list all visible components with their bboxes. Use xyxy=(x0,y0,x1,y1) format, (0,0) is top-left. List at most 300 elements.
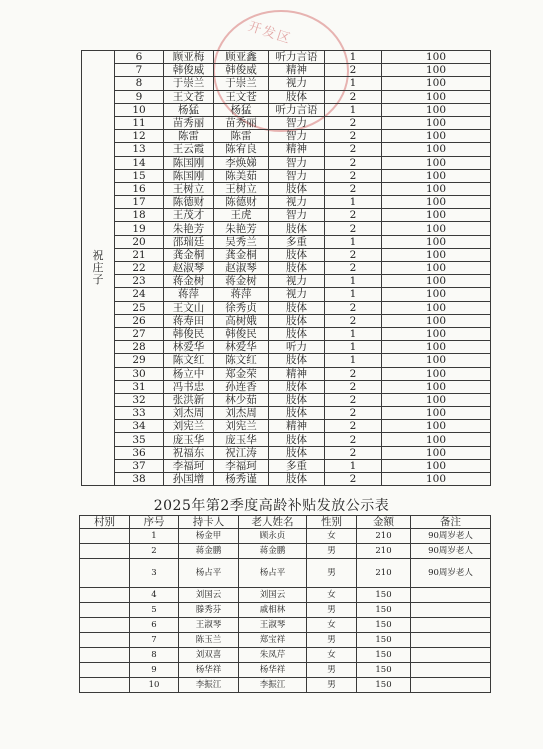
table-cell: 100 xyxy=(382,341,491,354)
table-cell: 2 xyxy=(325,143,382,156)
table-cell: 刘国云 xyxy=(239,588,307,603)
table-cell: 100 xyxy=(382,51,491,64)
table-row xyxy=(80,633,491,648)
table-cell: 100 xyxy=(382,209,491,222)
elderly-subsidy-table xyxy=(79,515,491,693)
table-cell: 2 xyxy=(325,380,382,393)
column-header: 备注 xyxy=(411,516,491,529)
table-cell: 32 xyxy=(115,393,164,406)
table-cell: 2 xyxy=(325,367,382,380)
table-cell: 150 xyxy=(357,618,411,633)
table-cell: 男 xyxy=(307,544,357,559)
table-cell xyxy=(80,663,130,678)
column-header: 序号 xyxy=(130,516,179,529)
table-cell: 邵瑞廷 xyxy=(164,235,214,248)
table-cell: 赵淑琴 xyxy=(164,262,214,275)
table-cell: 10 xyxy=(115,103,164,116)
table-row xyxy=(82,327,491,340)
table-cell: 刘宪兰 xyxy=(164,420,214,433)
table-row xyxy=(82,130,491,143)
table-cell: 1 xyxy=(325,459,382,472)
table-cell: 150 xyxy=(357,678,411,693)
table-cell: 100 xyxy=(382,275,491,288)
table-row xyxy=(82,473,491,486)
table-cell: 2 xyxy=(325,64,382,77)
table-row xyxy=(82,209,491,222)
table-row xyxy=(82,380,491,393)
table-cell: 100 xyxy=(382,459,491,472)
elderly-subsidy-title: 2025年第2季度高龄补贴发放公示表 xyxy=(153,498,390,514)
table-cell: 2 xyxy=(325,209,382,222)
table-cell: 210 xyxy=(357,529,411,544)
table-cell: 17 xyxy=(115,196,164,209)
table-cell: 100 xyxy=(382,196,491,209)
table-cell: 1 xyxy=(325,103,382,116)
table-cell: 女 xyxy=(307,529,357,544)
table-cell: 2 xyxy=(325,248,382,261)
table-cell: 李振江 xyxy=(179,678,239,693)
table-cell: 30 xyxy=(115,367,164,380)
table-cell: 2 xyxy=(325,393,382,406)
table-cell: 李振江 xyxy=(239,678,307,693)
table-cell: 肢体 xyxy=(269,262,325,275)
table-cell: 杨占平 xyxy=(239,559,307,588)
table-cell: 杨金甲 xyxy=(179,529,239,544)
table-cell: 100 xyxy=(382,222,491,235)
table-cell: 2 xyxy=(325,301,382,314)
table-cell: 徐秀贞 xyxy=(214,301,269,314)
table-row xyxy=(82,169,491,182)
table-cell: 蒋金鹏 xyxy=(239,544,307,559)
table-cell xyxy=(80,618,130,633)
table-cell: 33 xyxy=(115,407,164,420)
table-cell: 90周岁老人 xyxy=(411,544,491,559)
table-cell: 林爱华 xyxy=(214,341,269,354)
table-cell: 21 xyxy=(115,248,164,261)
table-cell: 女 xyxy=(307,588,357,603)
table-cell: 2 xyxy=(325,182,382,195)
table-cell: 肢体 xyxy=(269,301,325,314)
table-row xyxy=(82,103,491,116)
table-cell: 多重 xyxy=(269,459,325,472)
table-cell: 韩俊民 xyxy=(214,327,269,340)
table-cell: 杨秀谨 xyxy=(214,473,269,486)
table-cell: 37 xyxy=(115,459,164,472)
table-row xyxy=(82,143,491,156)
table-row xyxy=(80,603,491,618)
table-cell: 100 xyxy=(382,77,491,90)
column-header: 性别 xyxy=(307,516,357,529)
table-cell: 11 xyxy=(115,116,164,129)
table-cell: 38 xyxy=(115,473,164,486)
table-cell: 龚金桐 xyxy=(214,248,269,261)
table-cell: 9 xyxy=(115,90,164,103)
table-cell: 100 xyxy=(382,90,491,103)
table-cell: 苗秀丽 xyxy=(214,116,269,129)
table-cell: 20 xyxy=(115,235,164,248)
table-cell: 2 xyxy=(325,314,382,327)
table-cell: 15 xyxy=(115,169,164,182)
table-cell: 朱艳芳 xyxy=(214,222,269,235)
table-cell: 6 xyxy=(115,51,164,64)
table-cell: 1 xyxy=(325,235,382,248)
table-cell: 男 xyxy=(307,663,357,678)
table-cell: 肢体 xyxy=(269,354,325,367)
table-row xyxy=(82,64,491,77)
table-cell: 郑金荣 xyxy=(214,367,269,380)
table-cell: 男 xyxy=(307,559,357,588)
table-row xyxy=(80,588,491,603)
table-cell: 听力 xyxy=(269,341,325,354)
table-cell: 16 xyxy=(115,182,164,195)
table-cell: 林少茹 xyxy=(214,393,269,406)
table-cell: 7 xyxy=(115,64,164,77)
table-cell: 蒋寿田 xyxy=(164,314,214,327)
table-cell: 杨华祥 xyxy=(179,663,239,678)
table-cell: 2 xyxy=(325,130,382,143)
table-cell: 刘宪兰 xyxy=(214,420,269,433)
table-cell: 肢体 xyxy=(269,90,325,103)
table-cell: 29 xyxy=(115,354,164,367)
table-row xyxy=(82,235,491,248)
table-cell: 3 xyxy=(130,559,179,588)
table-cell: 34 xyxy=(115,420,164,433)
table-cell: 杨华祥 xyxy=(239,663,307,678)
table-cell: 2 xyxy=(325,222,382,235)
table-cell xyxy=(411,603,491,618)
table-cell: 王文苍 xyxy=(164,90,214,103)
table-cell: 100 xyxy=(382,130,491,143)
table-cell: 于崇兰 xyxy=(164,77,214,90)
table-cell: 肢体 xyxy=(269,473,325,486)
table-cell: 郑宝祥 xyxy=(239,633,307,648)
table-cell: 智力 xyxy=(269,130,325,143)
table-row xyxy=(82,433,491,446)
table-cell: 150 xyxy=(357,588,411,603)
table-row xyxy=(82,156,491,169)
table-cell: 精神 xyxy=(269,143,325,156)
table-row xyxy=(80,678,491,693)
table-cell: 杨立中 xyxy=(164,367,214,380)
table-cell xyxy=(411,618,491,633)
table-cell: 男 xyxy=(307,603,357,618)
column-header: 村别 xyxy=(80,516,130,529)
table-cell xyxy=(411,663,491,678)
table-cell: 精神 xyxy=(269,64,325,77)
table-cell: 吴秀兰 xyxy=(214,235,269,248)
table-cell: 龚金桐 xyxy=(164,248,214,261)
table-cell: 杨占平 xyxy=(179,559,239,588)
table-cell xyxy=(80,588,130,603)
table-cell xyxy=(80,633,130,648)
table-cell: 31 xyxy=(115,380,164,393)
table-row xyxy=(80,663,491,678)
table-cell: 男 xyxy=(307,678,357,693)
table-row xyxy=(82,393,491,406)
table-cell: 100 xyxy=(382,169,491,182)
table-cell: 苗秀丽 xyxy=(164,116,214,129)
table-row xyxy=(82,367,491,380)
table-cell: 1 xyxy=(325,341,382,354)
table-cell: 100 xyxy=(382,235,491,248)
table-row xyxy=(82,301,491,314)
table-cell: 视力 xyxy=(269,196,325,209)
table-cell: 蒋金树 xyxy=(164,275,214,288)
table-row xyxy=(82,51,491,64)
table-cell: 22 xyxy=(115,262,164,275)
disability-subsidy-table xyxy=(81,50,491,486)
table-cell: 肢体 xyxy=(269,182,325,195)
table-cell: 肢体 xyxy=(269,314,325,327)
table-cell: 90周岁老人 xyxy=(411,559,491,588)
table-row xyxy=(82,459,491,472)
table-cell: 100 xyxy=(382,301,491,314)
table-cell: 10 xyxy=(130,678,179,693)
table-cell: 2 xyxy=(325,116,382,129)
table-cell: 2 xyxy=(325,433,382,446)
table-row xyxy=(80,559,491,588)
table-cell: 韩俊威 xyxy=(214,64,269,77)
table-cell: 朱凤芹 xyxy=(239,648,307,663)
table-cell: 陈文红 xyxy=(214,354,269,367)
table-cell: 100 xyxy=(382,248,491,261)
table-cell: 陈德财 xyxy=(214,196,269,209)
table-cell: 陈雷 xyxy=(164,130,214,143)
seal-text: 开发区 xyxy=(246,19,294,48)
table-cell: 100 xyxy=(382,367,491,380)
table-cell: 蒋金鹏 xyxy=(179,544,239,559)
table-cell: 肢体 xyxy=(269,446,325,459)
table-cell: 男 xyxy=(307,633,357,648)
table-cell: 26 xyxy=(115,314,164,327)
table-cell: 2 xyxy=(325,473,382,486)
table-cell: 智力 xyxy=(269,169,325,182)
table-cell: 100 xyxy=(382,262,491,275)
village-cell: 祝 庄 子 xyxy=(82,51,115,486)
table-cell: 庞玉华 xyxy=(164,433,214,446)
table-cell: 13 xyxy=(115,143,164,156)
table-cell: 100 xyxy=(382,314,491,327)
table-row xyxy=(82,90,491,103)
table-cell: 陈雷 xyxy=(214,130,269,143)
table-cell: 35 xyxy=(115,433,164,446)
table-row xyxy=(82,341,491,354)
table-cell xyxy=(411,648,491,663)
table-cell: 王文苍 xyxy=(214,90,269,103)
table-cell xyxy=(411,678,491,693)
table-cell: 24 xyxy=(115,288,164,301)
table-cell: 1 xyxy=(325,196,382,209)
table-cell: 智力 xyxy=(269,156,325,169)
table-cell xyxy=(80,603,130,618)
table-cell: 王淑琴 xyxy=(239,618,307,633)
table-cell: 27 xyxy=(115,327,164,340)
table-cell: 100 xyxy=(382,103,491,116)
table-cell xyxy=(80,648,130,663)
table-row xyxy=(82,182,491,195)
table-cell: 王云霞 xyxy=(164,143,214,156)
table-cell: 智力 xyxy=(269,209,325,222)
table-cell: 100 xyxy=(382,433,491,446)
table-cell: 12 xyxy=(115,130,164,143)
table-cell: 智力 xyxy=(269,116,325,129)
table-cell: 肢体 xyxy=(269,222,325,235)
table-cell: 2 xyxy=(325,169,382,182)
table-cell: 28 xyxy=(115,341,164,354)
table-cell: 100 xyxy=(382,288,491,301)
table-cell: 1 xyxy=(325,275,382,288)
table-row xyxy=(82,262,491,275)
table-cell: 张洪新 xyxy=(164,393,214,406)
table-cell: 90周岁老人 xyxy=(411,529,491,544)
table-cell: 听力言语 xyxy=(269,103,325,116)
table-cell xyxy=(411,633,491,648)
table-cell: 100 xyxy=(382,420,491,433)
table-cell: 肢体 xyxy=(269,327,325,340)
table-cell: 祝江涛 xyxy=(214,446,269,459)
table-cell: 1 xyxy=(325,327,382,340)
table-cell: 18 xyxy=(115,209,164,222)
table-cell: 100 xyxy=(382,156,491,169)
table-cell: 视力 xyxy=(269,77,325,90)
table-cell: 2 xyxy=(130,544,179,559)
table-cell: 视力 xyxy=(269,288,325,301)
table-cell: 蒋萍 xyxy=(214,288,269,301)
table-cell: 刘双喜 xyxy=(179,648,239,663)
table-cell: 视力 xyxy=(269,275,325,288)
table-cell: 19 xyxy=(115,222,164,235)
table-cell: 陈国刚 xyxy=(164,156,214,169)
table-cell: 陈美茹 xyxy=(214,169,269,182)
table-row xyxy=(82,248,491,261)
table-row xyxy=(80,648,491,663)
table-cell: 林爱华 xyxy=(164,341,214,354)
table-cell: 5 xyxy=(130,603,179,618)
table-cell: 朱艳芳 xyxy=(164,222,214,235)
table-cell: 2 xyxy=(325,262,382,275)
table-cell: 150 xyxy=(357,648,411,663)
table-cell: 庞玉华 xyxy=(214,433,269,446)
table-cell: 王树立 xyxy=(164,182,214,195)
table-cell: 顾亚梅 xyxy=(164,51,214,64)
table-row xyxy=(82,407,491,420)
table-row xyxy=(82,116,491,129)
table-cell: 陈德财 xyxy=(164,196,214,209)
table-cell: 韩俊威 xyxy=(164,64,214,77)
table-cell: 1 xyxy=(325,77,382,90)
table-cell: 女 xyxy=(307,618,357,633)
table-cell: 8 xyxy=(115,77,164,90)
table-cell: 100 xyxy=(382,64,491,77)
table-cell: 8 xyxy=(130,648,179,663)
table-cell: 女 xyxy=(307,648,357,663)
table-cell: 赵淑琴 xyxy=(214,262,269,275)
table-row xyxy=(82,446,491,459)
table-cell: 100 xyxy=(382,182,491,195)
table-cell: 7 xyxy=(130,633,179,648)
table-cell: 王文山 xyxy=(164,301,214,314)
table-cell: 6 xyxy=(130,618,179,633)
table-cell: 多重 xyxy=(269,235,325,248)
table-cell: 14 xyxy=(115,156,164,169)
table-cell: 9 xyxy=(130,663,179,678)
table-cell: 100 xyxy=(382,407,491,420)
table-cell: 听力言语 xyxy=(269,51,325,64)
table-cell: 顾永贞 xyxy=(239,529,307,544)
table-cell: 100 xyxy=(382,143,491,156)
table-row xyxy=(82,354,491,367)
table-cell: 1 xyxy=(325,51,382,64)
table-cell xyxy=(80,544,130,559)
table-cell: 陈文红 xyxy=(164,354,214,367)
column-header: 金额 xyxy=(357,516,411,529)
table-cell: 刘杰周 xyxy=(214,407,269,420)
table-cell: 韩俊民 xyxy=(164,327,214,340)
column-header: 老人姓名 xyxy=(239,516,307,529)
table-row xyxy=(82,196,491,209)
table-cell: 孙国增 xyxy=(164,473,214,486)
table-cell: 肢体 xyxy=(269,407,325,420)
table-cell: 肢体 xyxy=(269,380,325,393)
table-cell: 戚相林 xyxy=(239,603,307,618)
table-cell: 杨猛 xyxy=(214,103,269,116)
table-cell: 陈宥良 xyxy=(214,143,269,156)
table-cell xyxy=(411,588,491,603)
table-cell: 肢体 xyxy=(269,248,325,261)
table-cell: 150 xyxy=(357,633,411,648)
column-header: 持卡人 xyxy=(179,516,239,529)
table-cell: 210 xyxy=(357,559,411,588)
table-cell: 滕秀芬 xyxy=(179,603,239,618)
table-cell: 210 xyxy=(357,544,411,559)
table-cell: 肢体 xyxy=(269,433,325,446)
table-cell: 顾亚鑫 xyxy=(214,51,269,64)
table-cell: 祝福东 xyxy=(164,446,214,459)
table-cell: 高树娥 xyxy=(214,314,269,327)
table-cell: 陈国刚 xyxy=(164,169,214,182)
table-cell: 冯书忠 xyxy=(164,380,214,393)
table-cell: 李福珂 xyxy=(214,459,269,472)
table-cell: 150 xyxy=(357,663,411,678)
table-cell: 王茂才 xyxy=(164,209,214,222)
table-cell: 肢体 xyxy=(269,393,325,406)
table-cell: 2 xyxy=(325,156,382,169)
table-cell xyxy=(80,559,130,588)
table-row xyxy=(80,618,491,633)
table-cell: 100 xyxy=(382,327,491,340)
table-cell xyxy=(80,678,130,693)
table-cell: 2 xyxy=(325,446,382,459)
table-cell: 王淑琴 xyxy=(179,618,239,633)
table-cell: 4 xyxy=(130,588,179,603)
table-cell: 100 xyxy=(382,354,491,367)
table-cell: 2 xyxy=(325,407,382,420)
table-row xyxy=(82,275,491,288)
table-cell: 精神 xyxy=(269,420,325,433)
table-cell: 1 xyxy=(325,354,382,367)
table-cell: 蒋萍 xyxy=(164,288,214,301)
table-cell: 刘杰周 xyxy=(164,407,214,420)
table-row xyxy=(82,77,491,90)
table-cell: 2 xyxy=(325,90,382,103)
table-cell: 刘国云 xyxy=(179,588,239,603)
table-cell: 23 xyxy=(115,275,164,288)
table-cell: 150 xyxy=(357,603,411,618)
table-cell: 陈玉兰 xyxy=(179,633,239,648)
table-row xyxy=(80,544,491,559)
table-cell: 25 xyxy=(115,301,164,314)
table-row xyxy=(80,529,491,544)
